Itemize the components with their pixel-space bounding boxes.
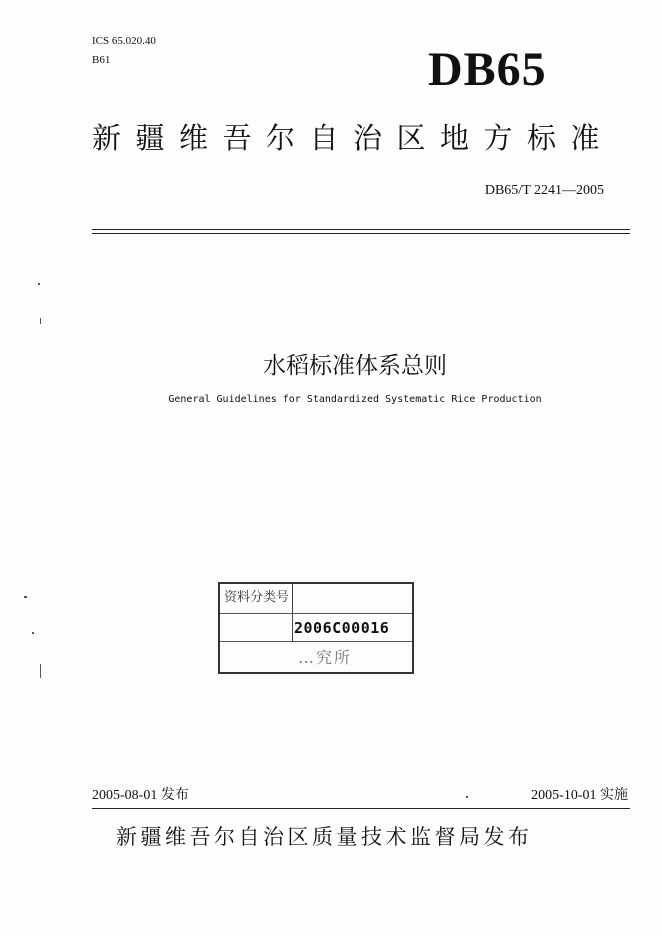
stamp-number: 2006C00016 [294,619,390,637]
stamp-institute: …究所 [298,648,353,667]
standard-logo: DB65 [428,43,547,96]
document-title: 水稻标准体系总则 [263,353,447,379]
scan-speck [32,632,34,634]
scan-speck [24,596,27,598]
classification-code: B61 [92,54,111,66]
issue-date: 2005-08-01 发布 [92,788,189,803]
standard-number: DB65/T 2241—2005 [484,183,604,198]
issuing-authority-title: 新疆维吾尔自治区地方标准 [92,121,615,155]
header-divider-top [92,229,630,230]
ics-code: ICS 65.020.40 [92,35,156,47]
publisher: 新疆维吾尔自治区质量技术监督局发布 [116,825,533,849]
scan-speck [466,796,468,798]
header-divider-bottom [92,233,630,234]
scan-speck [40,318,41,324]
footer-divider [92,808,630,809]
implementation-date: 2005-10-01 实施 [531,788,628,803]
scan-speck [38,283,40,285]
stamp-column-divider [292,584,293,642]
scan-speck [40,664,41,678]
stamp-label: 资料分类号 [224,590,290,605]
library-stamp [218,582,414,674]
document-subtitle: General Guidelines for Standardized Systematic Rice Production [168,394,542,405]
